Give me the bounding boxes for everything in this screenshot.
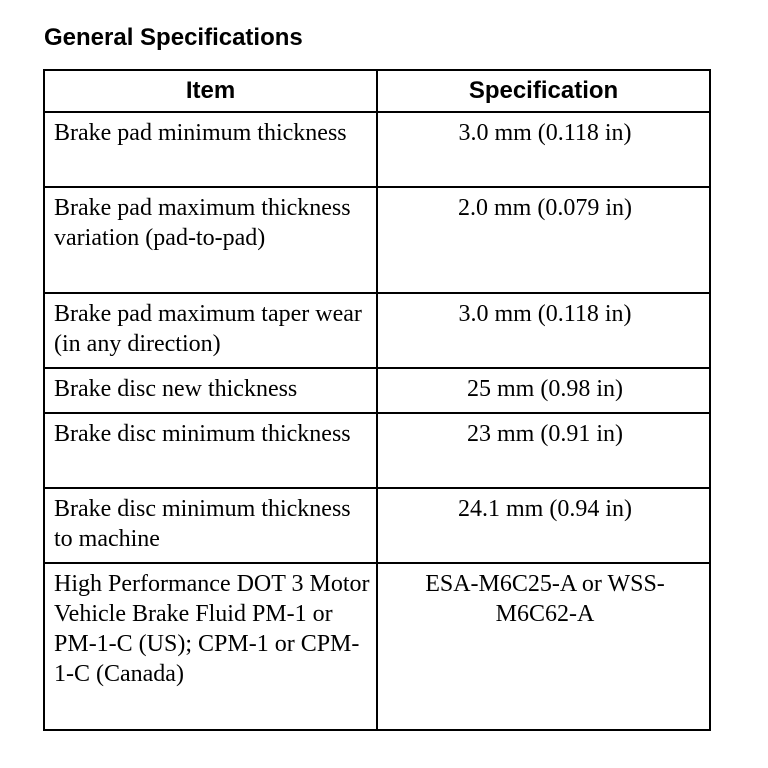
item-cell: Brake pad maximum thickness variation (pad-to-pad)	[44, 187, 377, 293]
column-header-specification: Specification	[377, 70, 710, 112]
specification-cell: 2.0 mm (0.079 in)	[377, 187, 710, 293]
item-cell: Brake pad minimum thickness	[44, 112, 377, 187]
specification-cell: 3.0 mm (0.118 in)	[377, 112, 710, 187]
specification-cell: 25 mm (0.98 in)	[377, 368, 710, 413]
table-row	[44, 187, 710, 293]
specification-cell: 24.1 mm (0.94 in)	[377, 488, 710, 563]
item-cell: High Performance DOT 3 Motor Vehicle Brake Fluid PM-1 or PM-1-C (US); CPM-1 or CPM-1-C (Canada)	[44, 563, 377, 730]
table-row	[44, 293, 710, 368]
specifications-table	[43, 69, 711, 731]
item-cell: Brake pad maximum taper wear (in any direction)	[44, 293, 377, 368]
item-cell: Brake disc new thickness	[44, 368, 377, 413]
column-header-item: Item	[44, 70, 377, 112]
item-cell: Brake disc minimum thickness to machine	[44, 488, 377, 563]
table-header-row	[44, 70, 710, 112]
specification-cell: 23 mm (0.91 in)	[377, 413, 710, 488]
table-row	[44, 563, 710, 730]
page-title: General Specifications	[44, 24, 303, 51]
specification-cell: ESA-M6C25-A or WSS-M6C62-A	[377, 563, 710, 730]
table-row	[44, 112, 710, 187]
item-cell: Brake disc minimum thickness	[44, 413, 377, 488]
specification-cell: 3.0 mm (0.118 in)	[377, 293, 710, 368]
table-row	[44, 368, 710, 413]
table-row	[44, 488, 710, 563]
table-row	[44, 413, 710, 488]
